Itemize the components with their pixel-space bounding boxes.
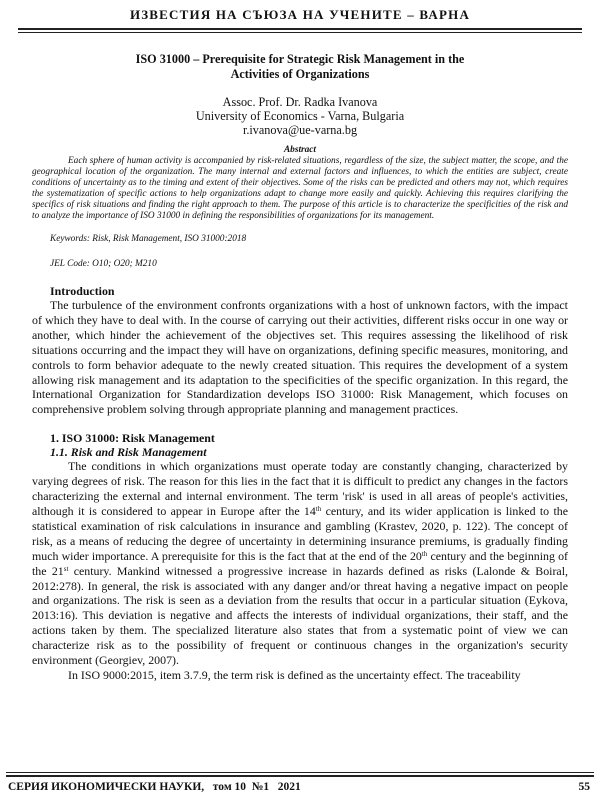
keywords: Keywords: Risk, Risk Management, ISO 31000:2018 xyxy=(50,234,247,244)
article-body xyxy=(32,44,568,683)
journal-header xyxy=(18,4,582,30)
journal-footer xyxy=(6,775,594,797)
author-block xyxy=(32,95,568,137)
subsection-1-1-heading: 1.1. Risk and Risk Management xyxy=(50,445,207,460)
author-email: r.ivanova@ue-varna.bg xyxy=(242,123,358,137)
introduction-paragraph: The turbulence of the environment confronts organizations with a host of unknown factors, with the impact of which they have to deal with. In the course of carrying out their activities, different risks occur in one way or another, which hinder the achievement of the objectives set. This requires assessing the likelihood of risk situations occurring and the impact they will have on organizations, defining specific measures, monitoring, and controls to form behavior adequate to the newly created situation. This requires the development of a system allowing risk management and its adaptation to the specificities of the specific organization. In this regard, the International Organization for Standardization develops ISO 31000: Risk Management, which focuses on comprehensive problem solving through appropriate planning and management practices. xyxy=(32,298,568,417)
author-affiliation: University of Economics - Varna, Bulgaria xyxy=(195,109,405,123)
iso9000-paragraph: In ISO 9000:2015, item 3.7.9, the term risk is defined as the uncertainty effect. The traceability xyxy=(68,667,521,682)
page-number: 55 xyxy=(578,781,590,793)
jel-code: JEL Code: O10; O20; M210 xyxy=(50,259,157,269)
article-title: ISO 31000 – Prerequisite for Strategic Risk Management in the Activities of Organizations xyxy=(135,52,465,81)
footer-series-info: СЕРИЯ ИКОНОМИЧЕСКИ НАУКИ, том 10 №1 2021 xyxy=(8,781,301,793)
risk-paragraph: The conditions in which organizations must operate today are constantly changing, characterized by varying degrees of risk. The reason for this lies in the fact that it is difficult to predict any changes in the factors characterizing the external and internal environment. The term 'risk' is used in all areas of people's activities, although it is considered to appear in Europe after the 14th century, and its wider application is linked to the statistical examination of risk calculations in insurance and gambling (Krastev, 2020, p. 122). The concept of risk, as a means of reducing the degree of uncertainty in determining insurance premiums, is gradually finding much wider importance. A prerequisite for this is the fact that at the end of the 20th century and the beginning of the 21st century. Mankind witnessed a progressive increase in hazards defined as risks (Lalonde & Boiral, 2012:278). In general, the risk is associated with any danger and/or threat having a negative impact on people and organizations. The risk is seen as a deviation from the results that occur in a particular situation (Eykova, 2013:16). This deviation is negative and affects the interests of individual organizations, their staff, and the actions taken by them. The specialized literature also states that from a systematic point of view we can characterize risk as to the possibility of frequent or continuous changes in the organization's security environment (Georgiev, 2007). xyxy=(32,459,568,668)
abstract-text: Each sphere of human activity is accompanied by risk-related situations, regardless of the size, the subject matter, the scope, and the geographical location of the organization. The many internal and external factors and influences, to which the entities are subject, create conditions of uncertainty as to the timing and extent of their objectives. Some of the risks can be predicted and others may not, which requires the systematization of specific actions to help organizations adapt to change more easily and quickly. Achieving this requires clarifying the specifics of risk situations and finding the right approach to them. The purpose of this article is to characterize the specificities of the risk and to analyze the importance of ISO 31000 in defining the responsibilities of organizations for its management. xyxy=(32,156,568,221)
introduction-heading: Introduction xyxy=(50,284,115,298)
journal-title: ИЗВЕСТИЯ НА СЪЮЗА НА УЧЕНИТЕ – ВАРНА xyxy=(129,7,471,22)
abstract-heading: Abstract xyxy=(283,145,317,155)
section-1-heading: 1. ISO 31000: Risk Management xyxy=(50,431,215,446)
author-name: Assoc. Prof. Dr. Radka Ivanova xyxy=(222,95,378,109)
